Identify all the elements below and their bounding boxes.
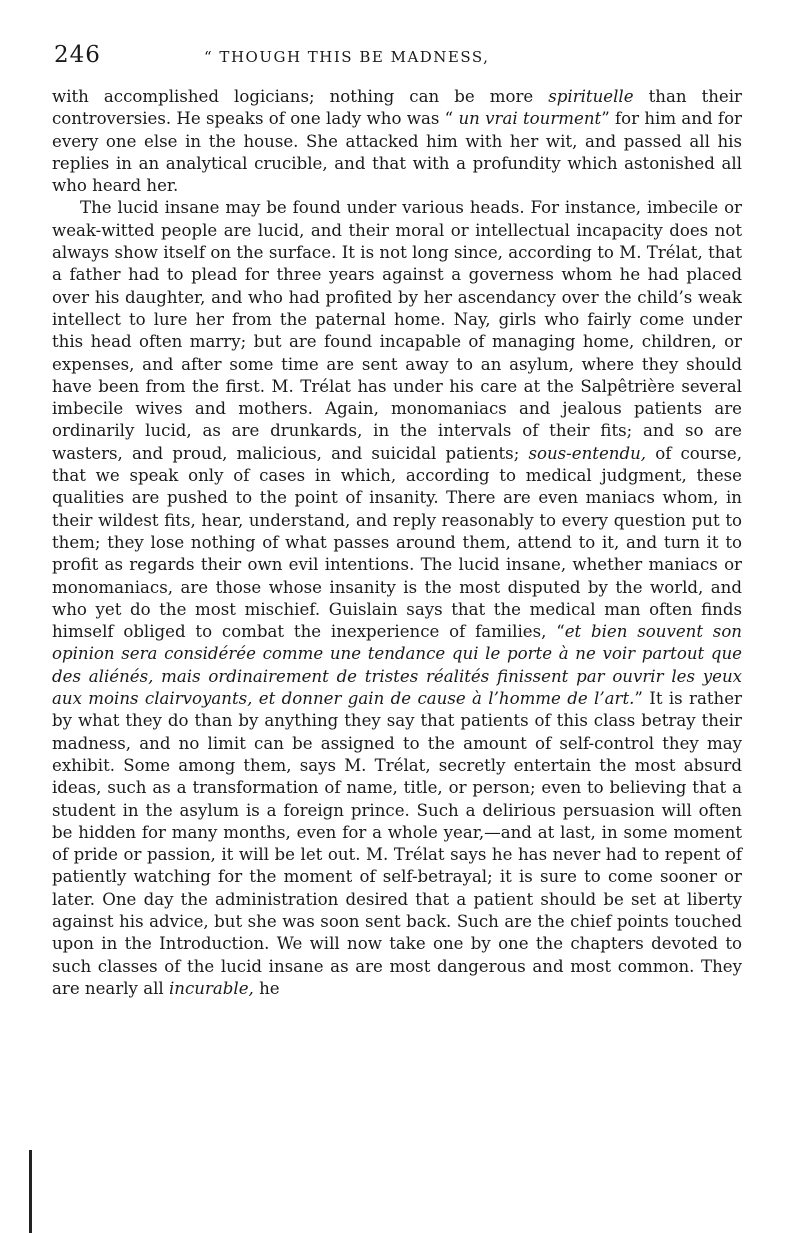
text-run: with accomplished logicians; nothing can be more: [52, 87, 549, 106]
text-run-italic: incurable,: [169, 978, 254, 998]
paragraph-continuation: [52, 86, 742, 197]
page-header: [54, 42, 744, 76]
text-run: ” for him and for every one else in the house. She attacked him with her wit, and passed all his replies in an analytical crucible, and that with a profundity which astonished all who heard her.: [52, 109, 742, 196]
text-run-italic: sous-entendu,: [528, 443, 647, 463]
text-run-italic: spirituelle: [548, 87, 634, 106]
paragraph-lucid-insane: [52, 197, 742, 1000]
text-run-italic: un vrai tourment: [458, 109, 602, 129]
text-run: ” It is rather by what they do than by anything they say that patients of this class betray their madness, and no limit can be assigned to the amount of self-control they may exhibit. Some among them, says M. Trélat, secretly entertain the most absurd ideas, such as a transformation of name, title, or person; even to believing that a student in the asylum is a foreign prince. Such a delirious persuasion will often be hidden for many months, even for a whole year,—and at last, in some moment of pride or passion, it will be let out. M. Trélat says he has never had to repent of patiently watching for the moment of self-betrayal; it is sure to come sooner or later. One day the administration desired that a patient should be set at liberty against his advice, but she was soon sent back. Such are the chief points touched upon in the Introduction. We will now take one by one the chapters devoted to such classes of the lucid insane as are most dangerous and most common. They are nearly all: [52, 689, 742, 998]
body-text: [52, 86, 742, 1000]
text-run: of course, that we speak only of cases in which, according to medical judgment, these qualities are pushed to the point of insanity. There are even maniacs whom, in their wildest fits, hear, understand, and reply reasonably to every question put to them; they lose nothing of what passes around them, attend to it, and turn it to profit as regards their own evil intentions. The lucid insane, whether maniacs or monomaniacs, are those whose insanity is the most disputed by the world, and who yet do the most mischief. Guislain says that the medical man often finds himself obliged to combat the inexperience of families, “: [52, 443, 742, 642]
scan-margin-rule: [29, 1150, 32, 1233]
page-number: 246: [54, 42, 101, 68]
french-quotation: et bien souvent son opinion sera considérée comme une tendance qui le porte à ne voir partout que des aliénés, mais ordinairement de tristes réalités finissent par ouvrir les yeux aux moins clairvoyants, et donner gain de cause à l’homme de l’art.: [52, 622, 742, 709]
text-run: he: [253, 978, 280, 998]
running-head: “ THOUGH THIS BE MADNESS,: [204, 48, 490, 66]
text-run: than their controversies. He speaks of one lady who was “: [52, 87, 742, 129]
text-run: The lucid insane may be found under various heads. For instance, imbecile or weak-witted people are lucid, and their moral or intellectual incapacity does not always show itself on the surface. It is not long since, according to M. Trélat, that a father had to plead for three years against a governess whom he had placed over his daughter, and who had profited by her ascendancy over the child’s weak intellect to lure her from the paternal home. Nay, girls who fairly come under this head often marry; but are found incapable of managing home, children, or expenses, and after some time are sent away to an asylum, where they should have been from the first. M. Trélat has under his care at the Salpêtrière several imbecile wives and mothers. Again, monomaniacs and jealous patients are ordinarily lucid, as are drunkards, in the intervals of their fits; and so are wasters, and proud, malicious, and suicidal patients;: [52, 198, 742, 463]
